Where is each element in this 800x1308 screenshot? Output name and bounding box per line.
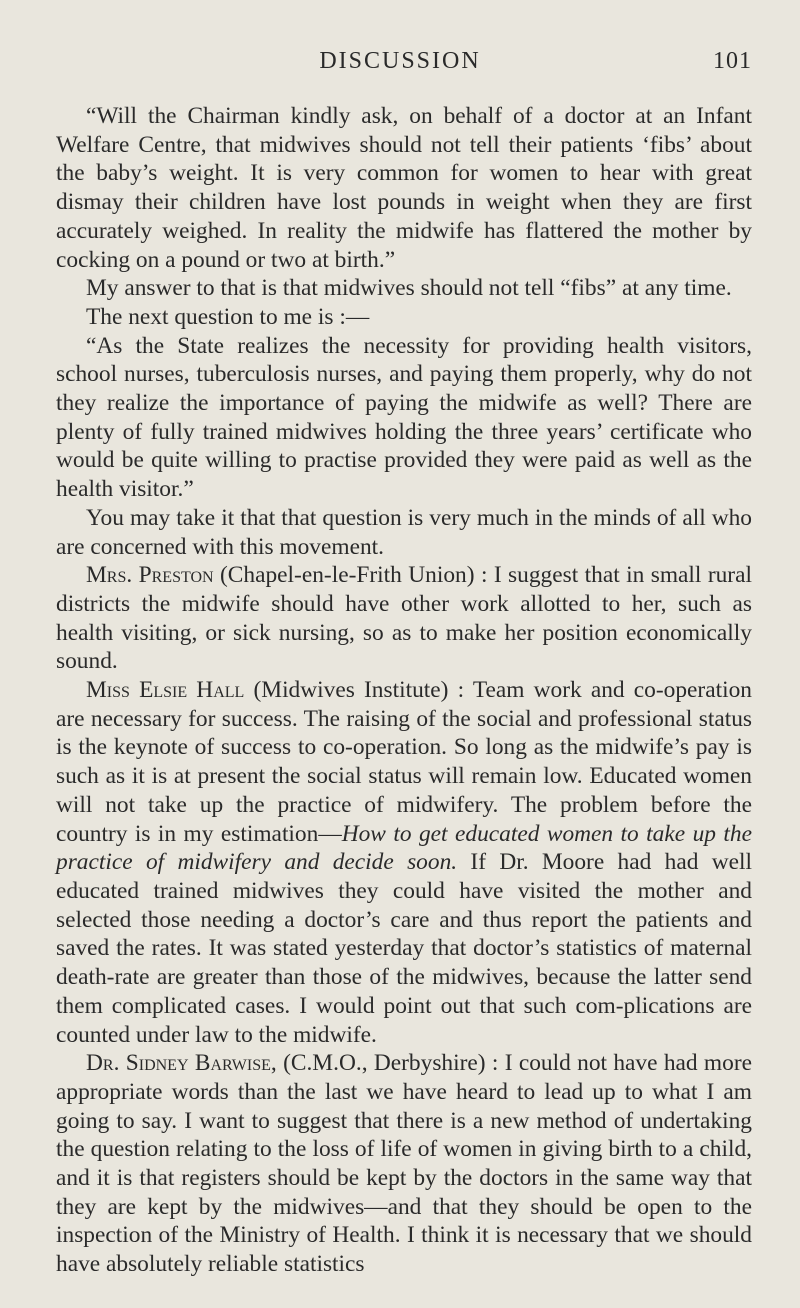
paragraph-miss-elsie-hall: Miss Elsie Hall (Midwives Institute) : Team work and co-operation are necessary for success. The raising of the social and professional status is the keynote of success to co-operation. So long as the midwife’s pay is such as it is at present the social status will remain low. Educated women will not take up the practice of midwifery. The problem before the country is in my estimation—How to get educated women to take up the practice of midwifery and decide soon. If Dr. Moore had had well educated trained midwives they could have visited the mother and selected those needing a doctor’s care and thus report the patients and saved the rates. It was stated yesterday that doctor’s statistics of maternal death-rate are greater than those of the midwives, because the latter send them complicated cases. I would point out that such com-plications are counted under law to the midwife.	[56, 677, 752, 1048]
running-title: DISCUSSION	[319, 48, 481, 74]
paragraph-next-question-intro: The next question to me is :—	[86, 303, 370, 330]
paragraph-mrs-preston: Mrs. Preston (Chapel-en-le-Frith Union) : I suggest that in small rural districts the midwife should have other work allotted to her, such as health visiting, or sick nursing, so as to make her position economically sound.	[56, 562, 752, 675]
speaker-name: Mrs. Preston	[86, 562, 214, 589]
paragraph-movement-remark: You may take it that that question is very much in the minds of all who are concerned with this movement.	[56, 504, 752, 560]
paragraph-state-question: “As the State realizes the necessity for providing health visitors, school nurses, tuberculosis nurses, and paying them properly, why do not they realize the importance of paying the midwife as well? There are plenty of fully trained midwives holding the three years’ certificate who would be quite willing to practise provided they were paid as well as the health visitor.”	[56, 332, 752, 503]
running-head	[0, 48, 800, 78]
body-text	[56, 102, 752, 1279]
paragraph-fibs-question: “Will the Chairman kindly ask, on behalf of a doctor at an Infant Welfare Centre, that midwives should not tell their patients ‘fibs’ about the baby’s weight. It is very common for women to hear with great dismay their children have lost pounds in weight when they are first accurately weighed. In reality the midwife has flattered the mother by cocking on a pound or two at birth.”	[56, 103, 752, 273]
italic-emphasis: How to get educated women to take up the practice of midwifery and decide soon.	[56, 820, 752, 876]
page-number: 101	[713, 48, 752, 74]
paragraph-fibs-answer: My answer to that is that midwives should not tell “fibs” at any time.	[86, 275, 732, 302]
paragraph-dr-sidney-barwise: Dr. Sidney Barwise, (C.M.O., Derbyshire) : I could not have had more appropriate words than the last we have heard to lead up to what I am going to say. I want to suggest that there is a new method of undertaking the question relating to the loss of life of women in giving birth to a child, and it is that registers should be kept by the doctors in the same way that they are kept by the midwives—and that they should be open to the inspection of the Ministry of Health. I think it is necessary that we should have absolutely reliable statistics	[56, 1050, 752, 1278]
speaker-name: Dr. Sidney Barwise	[86, 1050, 271, 1077]
speaker-name: Miss Elsie Hall	[86, 677, 245, 704]
